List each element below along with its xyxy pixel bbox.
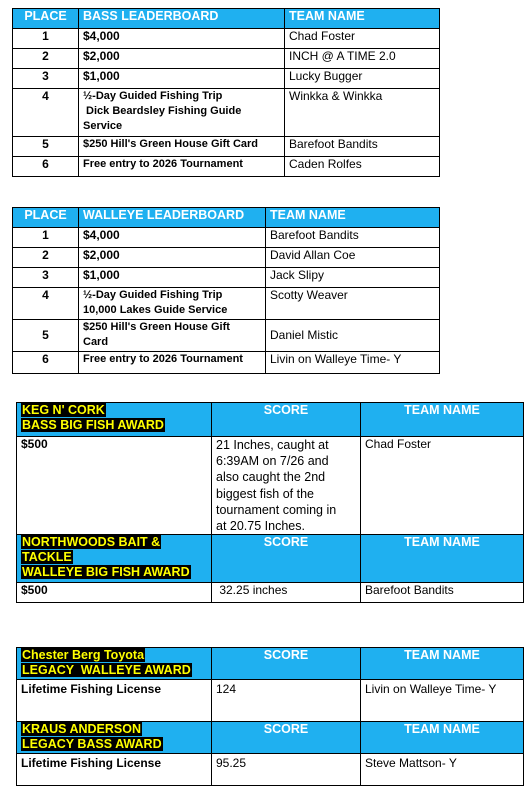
score-header: SCORE	[212, 722, 361, 754]
walleye-big-fish-header	[17, 535, 524, 583]
place-cell: 1	[13, 228, 79, 248]
score-cell	[212, 437, 361, 535]
award-title-line: TACKLE	[22, 550, 72, 565]
score-line: biggest fish of the	[216, 486, 314, 501]
table-row	[17, 680, 524, 722]
score-cell: 32.25 inches	[212, 583, 361, 603]
table-row	[13, 157, 440, 177]
place-cell: 2	[13, 49, 79, 69]
score-line: also caught the 2nd	[216, 470, 326, 485]
team-name-header: TEAM NAME	[266, 208, 440, 228]
team-cell: Barefoot Bandits	[266, 228, 440, 248]
prize-cell: $4,000	[79, 228, 266, 248]
prize-line: 10,000 Lakes Guide Service	[83, 304, 228, 316]
team-cell: Barefoot Bandits	[361, 583, 524, 603]
team-cell: Daniel Mistic	[266, 320, 440, 352]
prize-cell: $500	[17, 437, 212, 535]
place-cell: 3	[13, 268, 79, 288]
award-title-line: Chester Berg Toyota	[22, 648, 145, 662]
team-cell: INCH @ A TIME 2.0	[285, 49, 440, 69]
prize-cell: $500	[17, 583, 212, 603]
team-name-header: TEAM NAME	[361, 535, 524, 583]
place-cell: 4	[13, 288, 79, 320]
prize-line: Dick Beardsley Fishing Guide	[83, 105, 242, 117]
team-cell: Lucky Bugger	[285, 69, 440, 89]
award-title-line: BASS BIG FISH AWARD	[22, 418, 164, 432]
score-line: at 20.75 Inches.	[216, 519, 305, 534]
place-cell: 1	[13, 29, 79, 49]
team-cell: Chad Foster	[285, 29, 440, 49]
score-header: SCORE	[212, 648, 361, 680]
table-row	[13, 228, 440, 248]
walleye-leaderboard-table	[12, 207, 440, 374]
table-row	[17, 437, 524, 535]
bass-leaderboard-title: BASS LEADERBOARD	[79, 9, 285, 29]
prize-cell: Lifetime Fishing License	[17, 680, 212, 722]
prize-line: Service	[83, 120, 123, 132]
table-row	[13, 69, 440, 89]
prize-cell: Lifetime Fishing License	[17, 754, 212, 786]
score-header: SCORE	[212, 535, 361, 583]
prize-cell: $250 Hill's Green House Gift Card	[79, 137, 285, 157]
prize-cell: $2,000	[79, 49, 285, 69]
table-row	[13, 137, 440, 157]
prize-cell: $1,000	[79, 268, 266, 288]
table-row	[13, 49, 440, 69]
place-header: PLACE	[13, 208, 79, 228]
legacy-awards-table	[16, 647, 524, 786]
award-title-line: LEGACY BASS AWARD	[22, 737, 162, 751]
table-row	[17, 754, 524, 786]
score-cell: 124	[212, 680, 361, 722]
prize-line: Card	[83, 336, 109, 348]
place-cell: 5	[13, 137, 79, 157]
award-title-line: WALLEYE BIG FISH AWARD	[22, 565, 190, 580]
prize-line: ½-Day Guided Fishing Trip	[83, 289, 223, 301]
score-line: tournament coming in	[216, 502, 337, 517]
team-cell: David Allan Coe	[266, 248, 440, 268]
team-name-header: TEAM NAME	[361, 722, 524, 754]
score-header: SCORE	[212, 403, 361, 437]
prize-cell: Free entry to 2026 Tournament	[79, 352, 266, 374]
team-cell: Winkka & Winkka	[285, 89, 440, 137]
bass-leaderboard-table	[12, 8, 440, 177]
legacy-bass-title	[17, 722, 212, 754]
table-row	[13, 352, 440, 374]
bass-leaderboard-header	[13, 9, 440, 29]
prize-line: ½-Day Guided Fishing Trip	[83, 90, 223, 102]
score-cell: 95.25	[212, 754, 361, 786]
team-cell: Scotty Weaver	[266, 288, 440, 320]
place-cell: 5	[13, 320, 79, 352]
table-row	[13, 288, 440, 320]
prize-cell: $2,000	[79, 248, 266, 268]
walleye-leaderboard-title: WALLEYE LEADERBOARD	[79, 208, 266, 228]
place-cell: 4	[13, 89, 79, 137]
place-cell: 6	[13, 157, 79, 177]
award-title-line: KEG N' CORK	[22, 403, 105, 417]
team-cell: Livin on Walleye Time- Y	[266, 352, 440, 374]
prize-cell: Free entry to 2026 Tournament	[79, 157, 285, 177]
legacy-bass-header	[17, 722, 524, 754]
walleye-big-fish-title	[17, 535, 212, 583]
place-cell: 6	[13, 352, 79, 374]
team-name-header: TEAM NAME	[361, 648, 524, 680]
legacy-walleye-title	[17, 648, 212, 680]
team-cell: Chad Foster	[361, 437, 524, 535]
place-cell: 3	[13, 69, 79, 89]
team-name-header: TEAM NAME	[285, 9, 440, 29]
prize-cell: $4,000	[79, 29, 285, 49]
team-cell: Caden Rolfes	[285, 157, 440, 177]
prize-cell	[79, 89, 285, 137]
place-header: PLACE	[13, 9, 79, 29]
table-row	[13, 89, 440, 137]
award-title-line: KRAUS ANDERSON	[22, 722, 141, 736]
walleye-leaderboard-header	[13, 208, 440, 228]
score-line: 6:39AM on 7/26 and	[216, 454, 329, 469]
table-row	[13, 320, 440, 352]
place-cell: 2	[13, 248, 79, 268]
prize-cell: $1,000	[79, 69, 285, 89]
award-title-line: LEGACY WALLEYE AWARD	[22, 663, 191, 677]
prize-cell	[79, 320, 266, 352]
table-row	[13, 268, 440, 288]
team-cell: Jack Slipy	[266, 268, 440, 288]
prize-line: $250 Hill's Green House Gift	[83, 321, 230, 333]
table-row	[13, 29, 440, 49]
legacy-walleye-header	[17, 648, 524, 680]
team-cell: Barefoot Bandits	[285, 137, 440, 157]
score-line: 21 Inches, caught at	[216, 438, 329, 452]
table-row	[17, 583, 524, 603]
bass-big-fish-header	[17, 403, 524, 437]
award-title-line: NORTHWOODS BAIT &	[22, 535, 161, 550]
bass-big-fish-title	[17, 403, 212, 437]
team-name-header: TEAM NAME	[361, 403, 524, 437]
big-fish-awards-table	[16, 402, 524, 603]
prize-cell	[79, 288, 266, 320]
table-row	[13, 248, 440, 268]
team-cell: Steve Mattson- Y	[361, 754, 524, 786]
team-cell: Livin on Walleye Time- Y	[361, 680, 524, 722]
